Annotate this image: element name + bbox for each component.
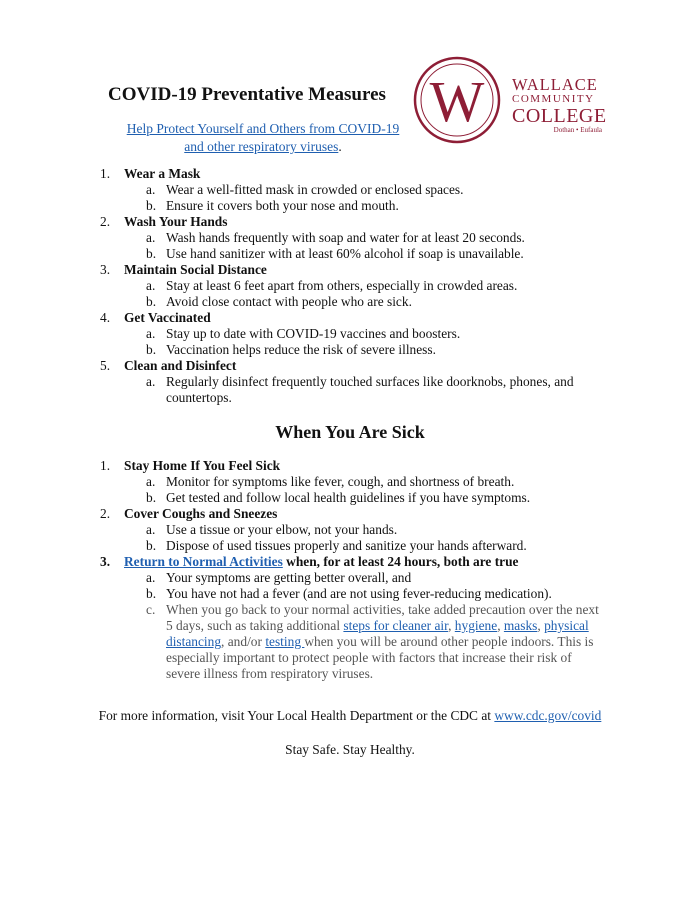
sub-letter: a.	[146, 230, 156, 245]
item-heading: Wash Your Hands	[124, 214, 228, 229]
item-heading: Stay Home If You Feel Sick	[124, 458, 281, 473]
sub-item	[146, 522, 620, 538]
sub-item	[146, 246, 620, 262]
sub-text: Vaccination helps reduce the risk of severe illness.	[166, 342, 436, 357]
logo-letter: W	[429, 69, 485, 134]
sub-letter: a.	[146, 182, 156, 197]
sub-letter: a.	[146, 278, 156, 293]
item-heading-rest: when, for at least 24 hours, both are true	[282, 554, 519, 569]
logo-line-1: WALLACE	[512, 75, 598, 94]
list-item	[100, 214, 620, 262]
item-heading: Wear a Mask	[124, 166, 201, 181]
item-heading: Cover Coughs and Sneezes	[124, 506, 278, 521]
item-heading: Get Vaccinated	[124, 310, 211, 325]
item-number: 5.	[100, 358, 111, 373]
sub-item	[146, 374, 606, 406]
logo-line-4: Dothan • Eufaula	[553, 126, 602, 134]
list-item	[100, 262, 620, 310]
sub-letter: b.	[146, 538, 157, 553]
sub-letter: a.	[146, 522, 156, 537]
sub-item	[146, 198, 620, 214]
sub-letter: b.	[146, 586, 157, 601]
sub-letter: b.	[146, 490, 157, 505]
sub-letter: b.	[146, 246, 157, 261]
intro-link[interactable]: Help Protect Yourself and Others from COVID-19 and other respiratory viruses	[126, 121, 400, 154]
sub-text: Regularly disinfect frequently touched surfaces like doorknobs, phones, and countertops.	[166, 374, 574, 405]
item-heading: Clean and Disinfect	[124, 358, 237, 373]
sub-item	[146, 538, 620, 554]
sick-list	[100, 458, 620, 682]
sub-item	[146, 182, 620, 198]
sub-text: ,	[537, 618, 545, 633]
sub-text: Get tested and follow local health guidelines if you have symptoms.	[166, 490, 531, 505]
sub-letter: a.	[146, 326, 156, 341]
testing-link[interactable]: testing	[265, 634, 305, 649]
sub-letter: a.	[146, 474, 156, 489]
list-item	[100, 506, 620, 554]
sub-text: Use hand sanitizer with at least 60% alcohol if soap is unavailable.	[166, 246, 524, 261]
sub-item	[146, 342, 620, 358]
intro-period: .	[338, 139, 342, 154]
logo-line-2: COMMUNITY	[512, 93, 595, 105]
item-number: 1.	[100, 166, 111, 181]
cdc-link[interactable]: www.cdc.gov/covid	[494, 708, 602, 723]
sub-text: when you will be around other people indoors. This is especially important to protect people with factors that increase their risk of severe illness from respiratory viruses.	[166, 634, 594, 681]
sub-item	[146, 602, 606, 682]
sub-text: Stay up to date with COVID-19 vaccines and boosters.	[166, 326, 461, 341]
sub-item	[146, 474, 620, 490]
sub-text: Monitor for symptoms like fever, cough, and shortness of breath.	[166, 474, 515, 489]
section-title-sick: When You Are Sick	[275, 422, 425, 442]
sub-letter: b.	[146, 294, 157, 309]
item-number: 2.	[100, 506, 111, 521]
item-number: 3.	[100, 262, 111, 277]
sub-item	[146, 294, 620, 310]
sub-item	[146, 586, 620, 602]
college-logo	[412, 55, 652, 155]
preventative-list	[100, 166, 620, 406]
logo-text	[512, 77, 607, 135]
college-seal-icon	[412, 55, 512, 155]
list-item	[100, 310, 620, 358]
more-info-line	[0, 708, 700, 724]
item-number: 4.	[100, 310, 111, 325]
list-item	[100, 358, 620, 406]
item-number: 3.	[100, 554, 111, 569]
sub-letter: a.	[146, 570, 156, 585]
intro-text	[118, 120, 408, 156]
closing-line: Stay Safe. Stay Healthy.	[285, 742, 415, 757]
sub-item	[146, 326, 620, 342]
sub-letter: b.	[146, 198, 157, 213]
sub-text: Ensure it covers both your nose and mouth.	[166, 198, 399, 213]
sub-text: ,	[448, 618, 455, 633]
item-number: 2.	[100, 214, 111, 229]
cleaner-air-link[interactable]: steps for cleaner air	[343, 618, 449, 633]
sub-item	[146, 570, 620, 586]
masks-link[interactable]: masks	[503, 618, 538, 633]
more-info-text: For more information, visit Your Local Health Department or the CDC at	[98, 708, 495, 723]
logo-line-3: COLLEGE	[512, 105, 607, 127]
sub-text: Wash hands frequently with soap and water for at least 20 seconds.	[166, 230, 525, 245]
hygiene-link[interactable]: hygiene	[454, 618, 498, 633]
sub-letter: a.	[146, 374, 156, 389]
sub-text: Avoid close contact with people who are sick.	[166, 294, 412, 309]
sub-item	[146, 230, 620, 246]
sub-item	[146, 490, 620, 506]
sub-text: Use a tissue or your elbow, not your hands.	[166, 522, 398, 537]
sub-item	[146, 278, 620, 294]
sub-text: You have not had a fever (and are not using fever-reducing medication).	[166, 586, 552, 601]
sub-text: Your symptoms are getting better overall, and	[166, 570, 412, 585]
list-item	[100, 166, 620, 214]
item-heading	[124, 554, 620, 570]
sub-text: , and/or	[221, 634, 266, 649]
sub-text: When you go back to your normal activities, take added precaution over the next 5 days, such as taking additional	[166, 602, 599, 633]
sub-letter: b.	[146, 342, 157, 357]
sub-text: ,	[497, 618, 504, 633]
item-number: 1.	[100, 458, 111, 473]
list-item	[100, 458, 620, 506]
list-item	[100, 554, 620, 682]
physical-distancing-link[interactable]: physical distancing	[166, 618, 589, 649]
sub-text: Stay at least 6 feet apart from others, especially in crowded areas.	[166, 278, 518, 293]
sub-letter: c.	[146, 602, 156, 617]
page-title: COVID-19 Preventative Measures	[108, 84, 386, 105]
sub-text: Dispose of used tissues properly and sanitize your hands afterward.	[166, 538, 527, 553]
item-heading: Maintain Social Distance	[124, 262, 267, 277]
return-to-normal-link[interactable]: Return to Normal Activities	[124, 554, 283, 569]
sub-text: Wear a well-fitted mask in crowded or enclosed spaces.	[166, 182, 464, 197]
